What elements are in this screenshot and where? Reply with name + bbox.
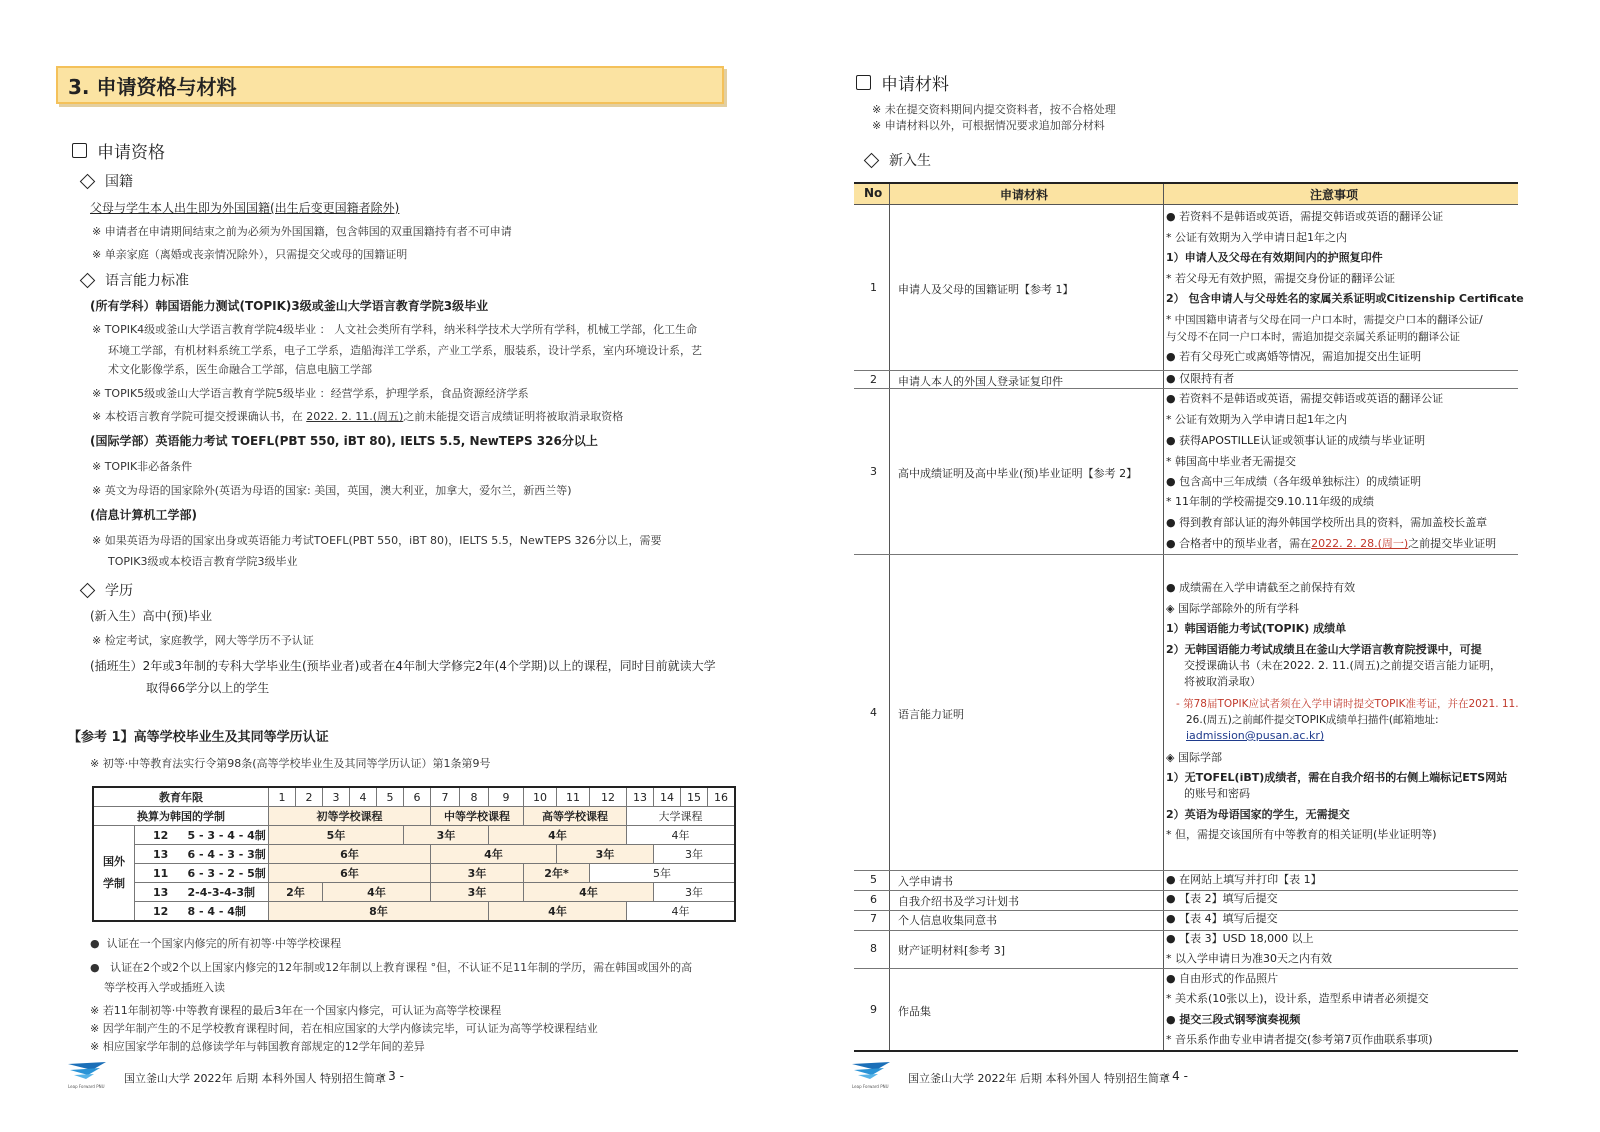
- row-1-note: 2） 包含申请人与父母姓名的家属关系证明或Citizenship Certificate: [1166, 292, 1524, 305]
- table-row: 11 6 - 3 - 2 - 5制 6年 3年 2年* 5年: [93, 864, 735, 883]
- row-1-material: 申请人及父母的国籍证明【参考 1】: [898, 283, 1074, 296]
- logo-text: Leap Forward PNU: [68, 1084, 105, 1089]
- language-heading: 语言能力标准: [78, 270, 189, 290]
- row-4-note: - 第78届TOPIK应试者须在入学申请时提交TOPIK准考证，并在2021. 11.: [1176, 698, 1519, 710]
- lang-date-line: ※ 本校语言教育学院可提交授课确认书，在 2022. 2. 11.(周五)之前未能提交语言成绩证明将被取消录取资格: [92, 410, 624, 423]
- row-1-no: 1: [870, 281, 877, 294]
- row-4-note: 2）英语为母语国家的学生，无需提交: [1166, 808, 1350, 821]
- row-2-note: ● 仅限持有者: [1166, 372, 1235, 385]
- row-4-note: * 但，需提交该国所有中等教育的相关证明(毕业证明等): [1166, 828, 1437, 841]
- section-title: 3. 申请资格与材料: [56, 66, 724, 104]
- page-number: - 4 -: [1164, 1069, 1188, 1083]
- eligibility-heading: 申请资格: [72, 138, 165, 163]
- materials-note-2: ※ 申请材料以外，可根据情况要求追加部分材料: [872, 119, 1105, 132]
- row-9-no: 9: [870, 1003, 877, 1016]
- row-1-note: * 若父母无有效护照，需提交身份证的翻译公证: [1166, 272, 1395, 285]
- header-years: 教育年限: [93, 787, 269, 807]
- materials-note-1: ※ 未在提交资料期间内提交资料者，按不合格处理: [872, 103, 1116, 116]
- row-4-note: ◈ 国际学部: [1166, 751, 1222, 764]
- row-9-note: ● 提交三段式钢琴演奏视频: [1166, 1013, 1301, 1026]
- bullet-1: ● 认证在一个国家内修完的所有初等·中等学校课程: [90, 937, 342, 950]
- lang-l5: ※ TOPIK5级或釜山大学语言教育学院5级毕业 ：经营学系，护理学系，食品资源经济学系: [92, 387, 529, 400]
- row-3-note: ● 包含高中三年成绩（各年级单独标注）的成绩证明: [1166, 475, 1422, 488]
- row-1-note: * 中国国籍申请者与父母在同一户口本时，需提交户口本的翻译公证/: [1166, 314, 1483, 326]
- row-3-material: 高中成绩证明及高中毕业(预)毕业证明【参考 2】: [898, 467, 1138, 480]
- row-4-note: 将被取消录取）: [1184, 675, 1261, 688]
- row-3-note: ● 获得APOSTILLE认证或领事认证的成绩与毕业证明: [1166, 434, 1426, 447]
- row-4-note: 1）韩国语能力考试(TOPIK) 成绩单: [1166, 622, 1347, 635]
- lang-cs: (信息计算机工学部): [90, 508, 197, 522]
- square-icon: [72, 143, 87, 158]
- lang-intl: (国际学部）英语能力考试 TOEFL(PBT 550, iBT 80), IELTS 5.5, NewTEPS 326分以上: [90, 434, 598, 448]
- row-8-note: * 以入学申请日为准30天之内有效: [1166, 952, 1332, 965]
- lang-all: (所有学科）韩国语能力测试(TOPIK)3级或釜山大学语言教育学院3级毕业: [90, 299, 489, 313]
- row-4-note: 交授课确认书（未在2022. 2. 11.(周五)之前提交语言能力证明，: [1184, 659, 1502, 672]
- row-7-material: 个人信息收集同意书: [898, 914, 997, 927]
- edu-transfer-1: (插班生）2年或3年制的专科大学毕业生(预毕业者)或者在4年制大学修完2年(4个学期)以上的课程，同时目前就读大学: [90, 659, 716, 673]
- table-row: 13 6 - 4 - 3 - 3制 6年 4年 3年 3年: [93, 845, 735, 864]
- row-3-note: * 韩国高中毕业者无需提交: [1166, 455, 1296, 468]
- row-9-material: 作品集: [898, 1005, 931, 1018]
- row-1-note: * 公证有效期为入学申请日起1年之内: [1166, 231, 1347, 244]
- table-row: 13 2-4-3-4-3制 2年 4年 3年 4年 3年: [93, 883, 735, 902]
- diamond-icon: [80, 582, 96, 598]
- lang-cs-note-1: ※ 如果英语为母语的国家出身或英语能力考试TOEFL(PBT 550，iBT 80)，IELTS 5.5，NewTEPS 326分以上，需要: [92, 534, 662, 547]
- diamond-icon: [80, 272, 96, 288]
- page-number: - 3 -: [380, 1069, 404, 1083]
- edu-new: (新入生）高中(预)毕业: [90, 609, 213, 623]
- row-4-note: 1）无TOFEL(iBT)成绩者，需在自我介绍书的右侧上端标记ETS网站: [1166, 771, 1508, 784]
- row-7-note: ● 【表 4】填写后提交: [1166, 912, 1278, 925]
- row-1-note: 与父母不在同一户口本时，需追加提交亲属关系证明的翻译公证: [1166, 331, 1460, 343]
- nationality-heading: 国籍: [78, 171, 133, 191]
- end-note-2: ※ 因学年制产生的不足学校教育课程时间，若在相应国家的大学内修读完毕，可认证为高等学校课程结业: [90, 1022, 598, 1035]
- table-header: No 申请材料 注意事项: [854, 184, 1518, 205]
- row-5-note: ● 在网站上填写并打印【表 1】: [1166, 873, 1322, 886]
- pnu-logo-icon: [66, 1060, 110, 1084]
- row-3-note: * 公证有效期为入学申请日起1年之内: [1166, 413, 1347, 426]
- row-9-note: * 音乐系作曲专业申请者提交(参考第7页作曲联系事项): [1166, 1033, 1433, 1046]
- row-2-no: 2: [870, 373, 877, 386]
- row-1-note: ● 若有父母死亡或离婚等情况，需追加提交出生证明: [1166, 350, 1422, 363]
- diamond-icon: [80, 173, 96, 189]
- lang-l4-3: 术文化影像学系，医生命融合工学部，信息电脑工学部: [108, 363, 372, 376]
- row-9-note: ● 自由形式的作品照片: [1166, 972, 1279, 985]
- reference-1-title: 【参考 1】高等学校毕业生及其同等学历认证: [68, 730, 329, 745]
- row-8-note: ● 【表 3】USD 18,000 以上: [1166, 932, 1314, 945]
- row-3-note: ● 若资料不是韩语或英语，需提交韩语或英语的翻译公证: [1166, 392, 1444, 405]
- nationality-note-1: ※ 申请者在申请期间结束之前为必须为外国国籍，包含韩国的双重国籍持有者不可申请: [92, 225, 512, 238]
- row-3-note: * 11年制的学校需提交9.10.11年级的成绩: [1166, 495, 1374, 508]
- page-3: [0, 0, 790, 1132]
- table-row: 国外 学制 12 5 - 3 - 4 - 4制 5年 3年 4年 4年: [93, 826, 735, 845]
- bullet-2: ● 认证在2个或2个以上国家内修完的12年制或12年制以上教育课程 °但，不认证不足11年制的学历，需在韩国或国外的高: [90, 961, 693, 974]
- lang-intl-note-1: ※ TOPIK非必备条件: [92, 460, 193, 473]
- row-5-material: 入学申请书: [898, 875, 953, 888]
- materials-heading: 申请材料: [856, 70, 949, 95]
- end-note-3: ※ 相应国家学年制的总修读学年与韩国教育部规定的12学年间的差异: [90, 1040, 425, 1053]
- row-3-no: 3: [870, 465, 877, 478]
- row-6-material: 自我介绍书及学习计划书: [898, 895, 1019, 908]
- row-1-note: 1）申请人及父母在有效期间内的护照复印件: [1166, 251, 1383, 264]
- education-heading: 学历: [78, 580, 133, 600]
- row-4-note: ● 成绩需在入学申请截至之前保持有效: [1166, 581, 1356, 594]
- education-years-table: [92, 786, 736, 922]
- bullet-2-cont: 等学校再入学或插班入读: [104, 981, 225, 994]
- table-row: 教育年限 1 2 3 4 5 6 7 8 9 10 11 12 13 14 15 16: [93, 787, 735, 807]
- row-1-note: ● 若资料不是韩语或英语，需提交韩语或英语的翻译公证: [1166, 210, 1444, 223]
- table-row: 12 8 - 4 - 4制 8年 4年 4年: [93, 902, 735, 922]
- pnu-logo-icon: [850, 1060, 894, 1084]
- row-3-note: ● 得到教育部认证的海外韩国学校所出具的资料，需加盖校长盖章: [1166, 516, 1488, 529]
- footer-text: 国立釜山大学 2022年 后期 本科外国人 特别招生简章: [124, 1072, 386, 1085]
- lang-l4-2: 环境工学部，有机材料系统工学系，电子工学系，造船海洋工学系，产业工学系，服装系，设计学系，室内环境设计系，艺: [108, 344, 702, 357]
- row-4-note: 的账号和密码: [1184, 787, 1250, 800]
- row-4-material: 语言能力证明: [898, 708, 964, 721]
- row-2-material: 申请人本人的外国人登录证复印件: [898, 375, 1063, 388]
- lang-intl-note-2: ※ 英文为母语的国家除外(英语为母语的国家: 美国，英国，澳大利亚，加拿大，爱尔兰，新西兰等): [92, 484, 572, 497]
- table-row: 换算为韩国的学制 初等学校课程 中等学校课程 高等学校课程 大学课程: [93, 807, 735, 826]
- row-6-note: ● 【表 2】填写后提交: [1166, 892, 1278, 905]
- row-7-no: 7: [870, 912, 877, 925]
- logo-text: Leap Forward PNU: [852, 1084, 889, 1089]
- foreign-label: 国外 学制: [93, 826, 135, 922]
- row-5-no: 5: [870, 873, 877, 886]
- row-8-material: 财产证明材料[参考 3]: [898, 944, 1006, 957]
- lang-deadline: 2022. 2. 11.(周五): [306, 410, 404, 423]
- row-4-note: ◈ 国际学部除外的所有学科: [1166, 602, 1299, 615]
- row-8-no: 8: [870, 942, 877, 955]
- reference-1-subtitle: ※ 初等·中等教育法实行令第98条(高等学校毕业生及其同等学历认证）第1条第9号: [90, 757, 491, 770]
- nationality-note-2: ※ 单亲家庭（离婚或丧亲情况除外），只需提交父或母的国籍证明: [92, 248, 408, 261]
- lang-cs-note-2: TOPIK3级或本校语言教育学院3级毕业: [108, 555, 298, 568]
- end-note-1: ※ 若11年制初等·中等教育课程的最后3年在一个国家内修完，可认证为高等学校课程: [90, 1004, 502, 1017]
- nationality-main: 父母与学生本人出生即为外国国籍(出生后变更国籍者除外): [90, 201, 400, 215]
- edu-new-note: ※ 检定考试，家庭教学，网大等学历不予认证: [92, 634, 314, 647]
- email-link[interactable]: iadmission@pusan.ac.kr): [1186, 729, 1325, 742]
- row-3-note-deadline: ● 合格者中的预毕业者，需在2022. 2. 28.(周一)之前提交毕业证明: [1166, 537, 1497, 550]
- row-9-note: * 美术系(10张以上)，设计系，造型系申请者必须提交: [1166, 992, 1429, 1005]
- diamond-icon: [864, 152, 880, 168]
- square-icon: [856, 75, 871, 90]
- edu-transfer-2: 取得66学分以上的学生: [146, 681, 270, 695]
- row-4-note: 2）无韩国语能力考试成绩且在釜山大学语言教育院授课中，可提: [1166, 643, 1482, 656]
- freshman-heading: 新入生: [862, 150, 931, 170]
- row-6-no: 6: [870, 893, 877, 906]
- row-4-no: 4: [870, 706, 877, 719]
- footer-text: 国立釜山大学 2022年 后期 本科外国人 特别招生简章: [908, 1072, 1170, 1085]
- lang-l4-1: ※ TOPIK4级或釜山大学语言教育学院4级毕业 ： 人文社会类所有学科，纳米科学技术大学所有学科，机械工学部，化工生命: [92, 323, 698, 336]
- row-4-note: 26.(周五)之前邮件提交TOPIK成绩单扫描件(邮箱地址:: [1186, 714, 1439, 726]
